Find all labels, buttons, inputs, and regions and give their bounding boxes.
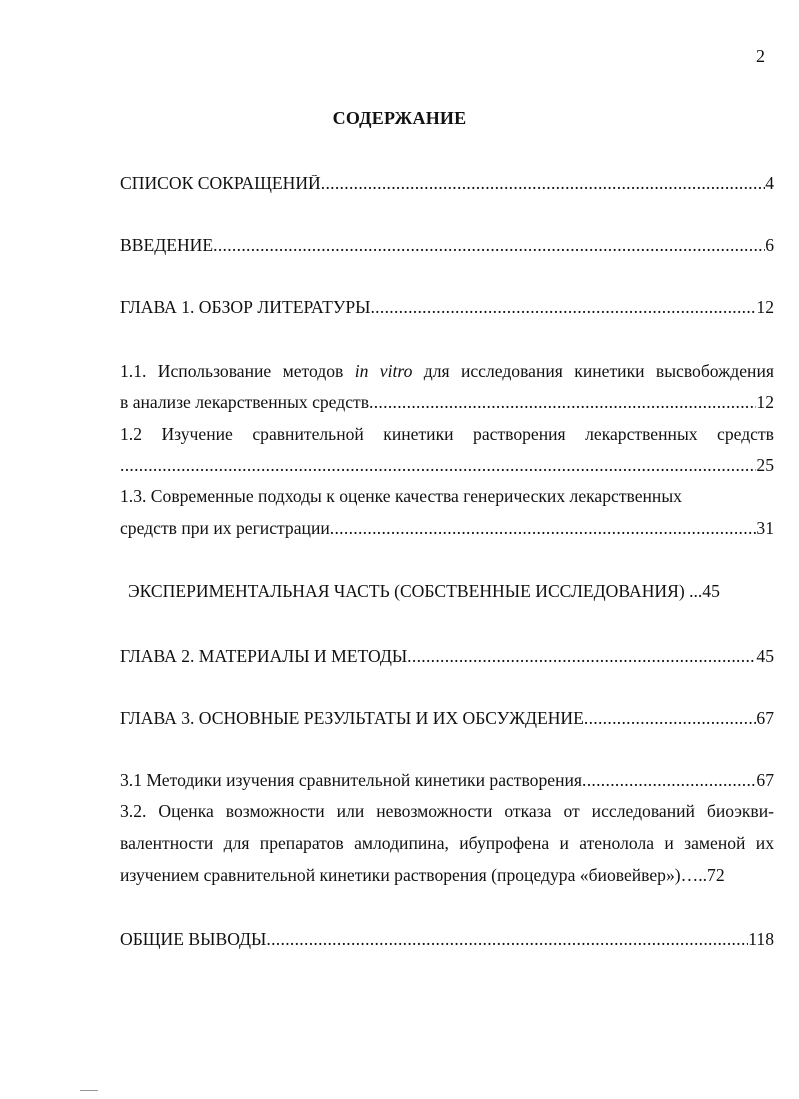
toc-entry-1-2-line2 [120,457,774,475]
toc-entry-page: 72 [707,867,725,885]
toc-dot-leader [213,237,765,255]
toc-dot-leader [120,457,756,475]
toc-entry-chapter-2 [120,648,774,666]
toc-dot-leader [321,175,765,193]
toc-dot-leader [584,710,757,728]
toc-text: 1.1. Использование методов [120,363,355,381]
toc-entry-page: 45 [756,648,774,666]
toc-entry-title: ОБЩИЕ ВЫВОДЫ [120,931,267,949]
toc-entry-page: 67 [756,710,774,728]
toc-entry-title: в анализе лекарственных средств [120,394,370,412]
toc-entry-abbreviations [120,175,774,193]
toc-entry-page: 25 [756,457,774,475]
toc-entry-page: 6 [765,237,774,255]
toc-entry-title: ГЛАВА 1. ОБЗОР ЛИТЕРАТУРЫ [120,299,371,317]
toc-entry-title: изучением сравнительной кинетики растворения (процедура «биовейвер»)….. [120,867,708,885]
toc-entry-1-1-line1 [120,363,774,381]
toc-entry-3-2-line1: 3.2. Оценка возможности или невозможности отказа от исследований биоэкви- [120,803,774,821]
toc-dot-leader [370,299,756,317]
toc-entry-3-2-line3 [120,867,774,885]
toc-text: для исследования кинетики высвобождения [412,363,774,381]
toc-entry-experimental [128,583,770,601]
toc-entry-3-1 [120,772,774,790]
toc-entry-1-1-line2 [120,394,774,412]
toc-entry-chapter-3 [120,710,774,728]
page-number: 2 [756,46,765,66]
toc-entry-chapter-1 [120,299,774,317]
toc-dot-leader [330,520,757,538]
toc-entry-introduction [120,237,774,255]
page-title: СОДЕРЖАНИЕ [332,108,467,128]
toc-entry-title: СПИСОК СОКРАЩЕНИЙ [120,175,321,193]
toc-entry-title: ГЛАВА 3. ОСНОВНЫЕ РЕЗУЛЬТАТЫ И ИХ ОБСУЖДЕНИЕ [120,710,584,728]
toc-entry-conclusions [120,931,774,949]
toc-entry-1-2-line1: 1.2 Изучение сравнительной кинетики растворения лекарственных средств [120,426,774,444]
toc-entry-page: 12 [756,394,774,412]
toc-dot-leader [582,772,756,790]
toc-entry-title: средств при их регистрации [120,520,330,538]
toc-entry-page: 4 [765,175,774,193]
toc-entry-1-3-line2 [120,520,774,538]
toc-entry-title: 3.1 Методики изучения сравнительной кинетики растворения [120,772,583,790]
toc-entry-title: ВВЕДЕНИЕ [120,237,214,255]
toc-entry-1-3-line1: 1.3. Современные подходы к оценке качества генерических лекарственных [120,488,682,506]
toc-dot-leader [369,394,756,412]
toc-dot-leader [266,931,748,949]
toc-entry-page: 12 [756,299,774,317]
scan-mark [80,1090,98,1091]
toc-entry-title: ЭКСПЕРИМЕНТАЛЬНАЯ ЧАСТЬ (СОБСТВЕННЫЕ ИССЛЕДОВАНИЯ) ... [128,583,703,601]
toc-italic-text: in vitro [354,363,413,381]
toc-entry-page: 118 [748,931,774,949]
toc-entry-page: 67 [756,772,774,790]
toc-entry-page: 45 [702,583,720,601]
toc-entry-3-2-line2: валентности для препаратов амлодипина, ибупрофена и атенолола и заменой их [120,835,774,853]
toc-entry-page: 31 [756,520,774,538]
toc-entry-title: ГЛАВА 2. МАТЕРИАЛЫ И МЕТОДЫ [120,648,408,666]
toc-dot-leader [407,648,756,666]
